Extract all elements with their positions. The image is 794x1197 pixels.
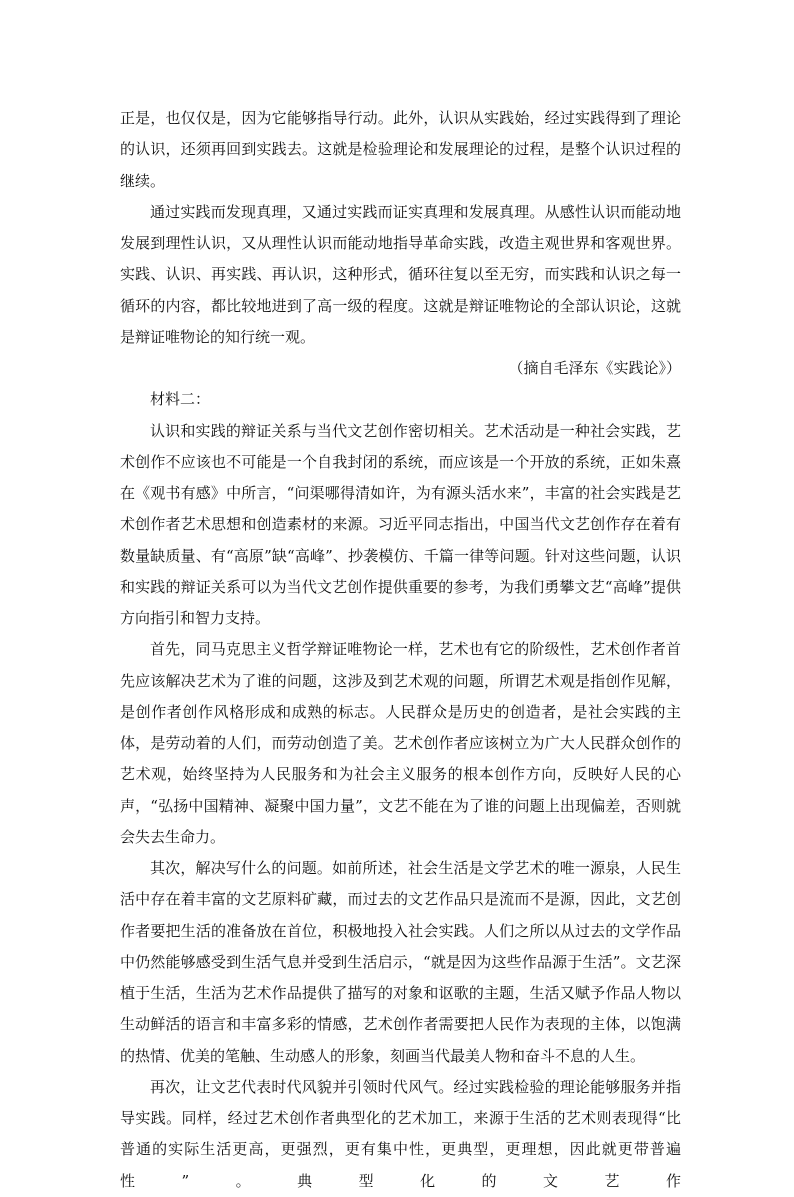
paragraph-continuation: 正是，也仅仅是，因为它能够指导行动。此外，认识从实践始，经过实践得到了理论的认识，还须再回到实践去。这就是检验理论和发展理论的过程，是整个认识过程的继续。 [120, 109, 681, 190]
paragraph: 再次，让文艺代表时代风貌并引领时代风气。经过实践检验的理论能够服务并指导实践。同样，经过艺术创作者典型化的艺术加工，来源于生活的艺术则表现得“比普通的实际生活更高，更强烈，更有集中性，更典型，更理想，因此就更带普遍性”。典型化的文艺作 [120, 1077, 681, 1190]
paragraph: 认识和实践的辩证关系与当代文艺创作密切相关。艺术活动是一种社会实践，艺术创作不应该也不可能是一个自我封闭的系统，而应该是一个开放的系统，正如朱熹在《观书有感》中所言，“问渠哪得清如许，为有源头活水来”，丰富的社会实践是艺术创作者艺术思想和创造素材的来源。习近平同志指出，中国当代文艺创作存在着有数量缺质量、有“高原”缺“高峰”、抄袭模仿、千篇一律等问题。针对这些问题，认识和实践的辩证关系可以为当代文艺创作提供重要的参考，为我们勇攀文艺“高峰”提供方向指引和智力支持。 [120, 421, 681, 627]
paragraph: 首先，同马克思主义哲学辩证唯物论一样，艺术也有它的阶级性，艺术创作者首先应该解决艺术为了谁的问题，这涉及到艺术观的问题，所谓艺术观是指创作见解，是创作者创作风格形成和成熟的标志。人民群众是历史的创造者，是社会实践的主体，是劳动着的人们，而劳动创造了美。艺术创作者应该树立为广大人民群众创作的艺术观，始终坚持为人民服务和为社会主义服务的根本创作方向，反映好人民的心声，“弘扬中国精神、凝聚中国力量”，文艺不能在为了谁的问题上出现偏差，否则就会失去生命力。 [120, 640, 681, 846]
source-attribution: （摘自毛泽东《实践论》） [508, 359, 681, 377]
section-heading: 材料二： [150, 390, 211, 409]
paragraph: 通过实践而发现真理，又通过实践而证实真理和发展真理。从感性认识而能动地发展到理性认识，又从理性认识而能动地指导革命实践，改造主观世界和客观世界。实践、认识、再实践、再认识，这种形式，循环往复以至无穷，而实践和认识之每一循环的内容，都比较地进到了高一级的程度。这就是辩证唯物论的全部认识论，这就是辩证唯物论的知行统一观。 [120, 202, 681, 346]
document-body [120, 103, 681, 1197]
paragraph: 其次，解决写什么的问题。如前所述，社会生活是文学艺术的唯一源泉，人民生活中存在着丰富的文艺原料矿藏，而过去的文艺作品只是流而不是源，因此，文艺创作者要把生活的准备放在首位，积极地投入社会实践。人们之所以从过去的文学作品中仍然能够感受到生活气息并受到生活启示，“就是因为这些作品源于生活”。文艺深植于生活，生活为艺术作品提供了描写的对象和讴歌的主题，生活又赋予作品人物以生动鲜活的语言和丰富多彩的情感，艺术创作者需要把人民作为表现的主体，以饱满的热情、优美的笔触、生动感人的形象，刻画当代最美人物和奋斗不息的人生。 [120, 859, 681, 1065]
